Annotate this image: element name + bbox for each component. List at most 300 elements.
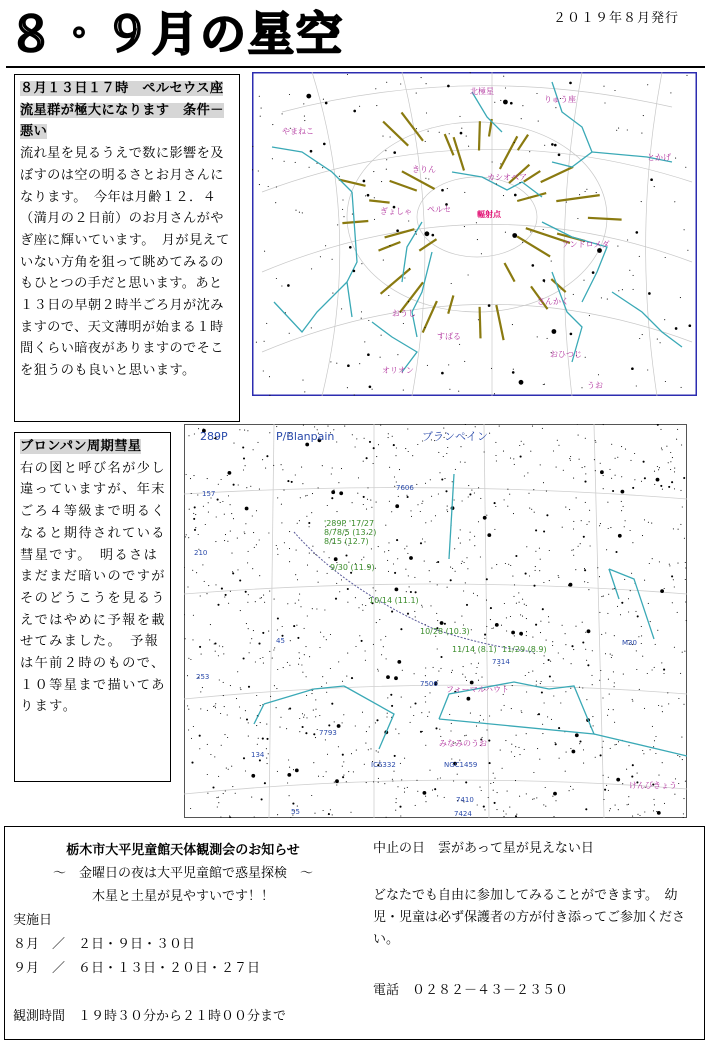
star — [299, 658, 300, 659]
star — [530, 451, 531, 452]
star — [398, 496, 399, 497]
star — [301, 664, 302, 665]
star — [480, 715, 481, 716]
star — [362, 712, 363, 713]
star — [529, 151, 530, 152]
star — [231, 513, 232, 514]
star — [458, 391, 459, 392]
star — [228, 603, 229, 604]
star — [422, 538, 423, 539]
star — [544, 655, 545, 656]
star — [454, 622, 455, 623]
star — [259, 539, 260, 540]
star — [342, 776, 344, 778]
star — [347, 387, 348, 388]
star — [611, 444, 612, 445]
star — [404, 548, 405, 549]
star — [410, 707, 411, 708]
star — [622, 289, 623, 290]
star — [558, 153, 561, 156]
star — [304, 654, 305, 655]
star — [208, 502, 209, 503]
star — [553, 792, 557, 796]
star — [539, 759, 540, 760]
star — [601, 297, 602, 298]
star — [552, 641, 553, 642]
star — [283, 667, 284, 668]
star — [257, 442, 258, 443]
star — [536, 797, 537, 798]
star — [570, 456, 571, 457]
star — [250, 486, 251, 487]
star — [641, 643, 642, 644]
star — [570, 460, 571, 461]
star — [541, 691, 543, 693]
star — [641, 201, 642, 202]
star — [252, 568, 253, 569]
star — [685, 167, 686, 168]
star — [452, 568, 453, 569]
star — [228, 471, 232, 475]
star — [678, 698, 679, 699]
star — [654, 667, 655, 668]
star — [331, 473, 332, 474]
star — [664, 319, 665, 320]
star — [587, 629, 591, 633]
star — [381, 335, 382, 336]
star — [621, 446, 622, 447]
star — [575, 569, 576, 570]
star — [431, 234, 434, 237]
star — [476, 673, 477, 674]
star — [477, 804, 478, 805]
star — [522, 599, 523, 600]
star — [607, 299, 608, 300]
star — [326, 639, 327, 640]
star — [253, 532, 254, 533]
star — [383, 260, 384, 261]
star — [276, 545, 277, 546]
star — [256, 544, 257, 545]
star — [617, 457, 618, 458]
comet-pos-3: 8/15 (12.7) — [324, 537, 369, 546]
star — [421, 77, 422, 78]
star — [345, 554, 347, 556]
star — [312, 493, 313, 494]
star — [555, 742, 556, 743]
star — [302, 713, 303, 714]
star — [424, 327, 425, 328]
star — [392, 436, 393, 437]
star — [274, 647, 275, 648]
star — [216, 516, 217, 517]
star — [380, 357, 381, 358]
star — [655, 736, 656, 737]
star — [666, 446, 667, 447]
star — [298, 664, 299, 665]
star — [514, 635, 515, 636]
star — [279, 727, 280, 728]
star — [642, 535, 643, 536]
star — [569, 509, 570, 510]
star — [370, 500, 371, 501]
star — [215, 584, 216, 585]
star — [304, 714, 305, 715]
star — [324, 609, 325, 610]
star — [423, 791, 427, 795]
star — [187, 586, 188, 587]
star — [255, 601, 256, 602]
star — [542, 608, 544, 610]
star — [661, 448, 662, 449]
star — [488, 740, 490, 742]
star — [288, 759, 289, 760]
star — [322, 167, 323, 168]
star — [373, 781, 374, 782]
star — [228, 495, 229, 496]
star — [484, 634, 486, 636]
star — [579, 687, 580, 688]
star — [209, 639, 210, 640]
star — [578, 546, 579, 547]
star — [618, 809, 619, 810]
star — [349, 246, 352, 249]
star — [193, 726, 194, 727]
star — [429, 570, 430, 571]
star — [369, 441, 371, 443]
star — [603, 475, 604, 476]
star — [618, 128, 619, 129]
star — [272, 158, 273, 159]
star — [299, 731, 300, 732]
star — [269, 432, 270, 433]
star — [350, 572, 352, 574]
star — [280, 717, 281, 718]
star — [215, 703, 216, 704]
star — [596, 192, 597, 193]
star — [478, 680, 479, 681]
star — [221, 588, 223, 590]
star — [622, 783, 623, 784]
star — [526, 546, 527, 547]
star — [289, 708, 291, 710]
star — [434, 788, 436, 790]
comet-body: 右の図と呼び名が少し違っていますが、年末ごろ４等級まで明るくなると期待されている彗星です。 明るさはまだまだ暗いのですがそのどうこうを見るうえではやめに予報を載せてみました。 予報は午前２時のもので、１０等星まで描いてあります。 — [20, 460, 166, 715]
comet-name-en: P/Blanpain — [276, 430, 335, 443]
star — [675, 778, 676, 779]
star — [488, 797, 489, 798]
star — [447, 587, 448, 588]
star — [476, 726, 477, 727]
star — [407, 787, 408, 788]
label-dragon: りゅう座 — [544, 95, 576, 104]
star — [281, 285, 282, 286]
star — [307, 615, 308, 616]
star — [621, 490, 625, 494]
star — [268, 631, 269, 632]
star — [289, 333, 290, 334]
star — [394, 476, 395, 477]
star — [540, 559, 541, 560]
star — [263, 370, 264, 371]
notice-title: 栃木市大平児童館天体観測会のお知らせ — [66, 843, 300, 858]
star — [439, 472, 440, 473]
star — [613, 671, 614, 672]
star — [581, 520, 582, 521]
star — [675, 158, 676, 159]
star — [272, 658, 273, 659]
star — [532, 637, 533, 638]
star — [396, 229, 399, 232]
star — [412, 455, 413, 456]
star — [185, 638, 186, 639]
star — [237, 569, 238, 570]
star — [417, 791, 418, 792]
star — [525, 573, 527, 575]
star — [227, 737, 228, 738]
star — [406, 495, 407, 496]
star — [620, 614, 621, 615]
star — [604, 789, 606, 791]
star — [364, 341, 365, 342]
star — [413, 715, 414, 716]
star — [336, 441, 337, 442]
star — [677, 612, 678, 613]
star — [466, 136, 467, 137]
comet-name-ja: ブランペイン — [422, 430, 488, 443]
star — [542, 733, 543, 734]
star — [429, 712, 430, 713]
star — [199, 646, 201, 648]
star — [616, 130, 617, 131]
star — [459, 344, 460, 345]
star — [603, 488, 604, 489]
star — [311, 795, 312, 796]
star — [595, 442, 596, 443]
star — [222, 646, 223, 647]
star — [685, 562, 686, 563]
label-uo: うお — [587, 381, 603, 390]
star — [507, 489, 508, 490]
star — [347, 364, 350, 367]
star — [385, 525, 386, 526]
star — [586, 524, 587, 525]
star — [611, 657, 612, 658]
star — [208, 585, 209, 586]
star — [548, 659, 550, 661]
star — [469, 539, 470, 540]
star — [200, 595, 201, 596]
star — [300, 606, 301, 607]
star — [499, 426, 500, 427]
star — [673, 528, 674, 529]
star — [221, 479, 222, 480]
star — [416, 780, 417, 781]
star — [470, 72, 471, 73]
star — [369, 385, 372, 388]
star — [654, 484, 655, 485]
star — [292, 803, 294, 805]
star — [198, 534, 199, 535]
star — [543, 663, 544, 664]
star — [581, 387, 582, 388]
star — [325, 739, 326, 740]
star — [207, 744, 208, 745]
star — [352, 214, 353, 215]
star — [526, 618, 527, 619]
star — [339, 491, 343, 495]
star — [425, 178, 426, 179]
star — [460, 543, 461, 544]
star — [320, 632, 321, 633]
star — [662, 762, 663, 763]
star — [678, 529, 679, 530]
star — [218, 797, 219, 798]
star — [613, 709, 614, 710]
star — [595, 757, 596, 758]
star — [281, 464, 282, 465]
star — [268, 753, 269, 754]
star — [299, 652, 300, 653]
star — [444, 797, 445, 798]
star — [218, 655, 219, 656]
star — [256, 342, 257, 343]
star — [476, 667, 477, 668]
star — [470, 681, 474, 685]
star — [487, 533, 491, 537]
star — [341, 468, 342, 469]
star — [289, 665, 290, 666]
star — [398, 733, 399, 734]
star — [400, 815, 401, 816]
object-157: 157 — [202, 490, 216, 498]
star — [315, 699, 316, 700]
star — [223, 653, 224, 654]
star — [565, 771, 566, 772]
star — [628, 796, 629, 797]
star — [230, 685, 231, 686]
star — [344, 426, 345, 427]
star — [392, 780, 393, 781]
star — [535, 624, 537, 626]
star — [388, 437, 389, 438]
star — [274, 685, 275, 686]
star — [512, 324, 513, 325]
star — [603, 799, 604, 800]
star — [384, 551, 385, 552]
star — [558, 577, 559, 578]
star — [342, 209, 343, 210]
star — [660, 485, 662, 487]
star — [339, 176, 340, 177]
star — [395, 504, 399, 508]
star — [465, 781, 467, 783]
star — [480, 498, 481, 499]
star — [616, 778, 620, 782]
star — [365, 650, 366, 651]
label-kenbikyou: けんびきょう — [629, 781, 677, 790]
star — [538, 121, 539, 122]
star — [570, 748, 571, 749]
star — [479, 721, 480, 722]
star — [642, 656, 643, 657]
star — [312, 546, 313, 547]
star — [368, 749, 369, 750]
star — [361, 318, 362, 319]
star — [500, 750, 501, 751]
star — [519, 796, 520, 797]
star — [528, 493, 529, 494]
star — [425, 796, 426, 797]
star — [361, 640, 363, 642]
star — [282, 469, 283, 470]
star — [383, 646, 384, 647]
star — [347, 653, 348, 654]
label-ohitsuji: おひつじ — [550, 350, 582, 359]
star — [658, 705, 659, 706]
star — [240, 687, 241, 688]
star — [205, 524, 206, 525]
star — [315, 709, 316, 710]
star — [524, 475, 525, 476]
star — [330, 361, 331, 362]
star — [616, 744, 617, 745]
star — [507, 791, 508, 792]
star — [364, 764, 365, 765]
star — [624, 579, 625, 580]
star — [469, 493, 471, 495]
star — [501, 710, 502, 711]
star — [522, 242, 523, 243]
star — [464, 226, 465, 227]
star — [470, 713, 471, 714]
comet-heading: ブロンパン周期彗星 — [20, 439, 142, 454]
star — [632, 487, 634, 489]
star — [194, 529, 196, 531]
star — [546, 491, 547, 492]
star — [668, 462, 669, 463]
star — [493, 782, 494, 783]
star — [532, 799, 533, 800]
star — [373, 463, 374, 464]
observation-time: 観測時間 １９時３０分から２１時００分まで — [13, 1009, 287, 1024]
star — [641, 133, 642, 134]
star — [682, 506, 683, 507]
star — [637, 814, 638, 815]
star — [416, 484, 417, 485]
star — [566, 202, 567, 203]
star — [396, 447, 397, 448]
star — [425, 231, 430, 236]
star — [647, 84, 648, 85]
star — [254, 547, 255, 548]
star — [495, 623, 499, 627]
star — [610, 748, 611, 749]
star — [607, 715, 608, 716]
star — [313, 733, 315, 735]
star — [295, 474, 296, 475]
star — [277, 814, 278, 815]
star — [425, 141, 426, 142]
star — [519, 445, 520, 446]
star — [188, 435, 189, 436]
star — [276, 426, 277, 427]
star — [599, 576, 600, 577]
star — [304, 120, 305, 121]
star — [589, 510, 590, 511]
star — [512, 371, 515, 374]
star — [518, 592, 519, 593]
